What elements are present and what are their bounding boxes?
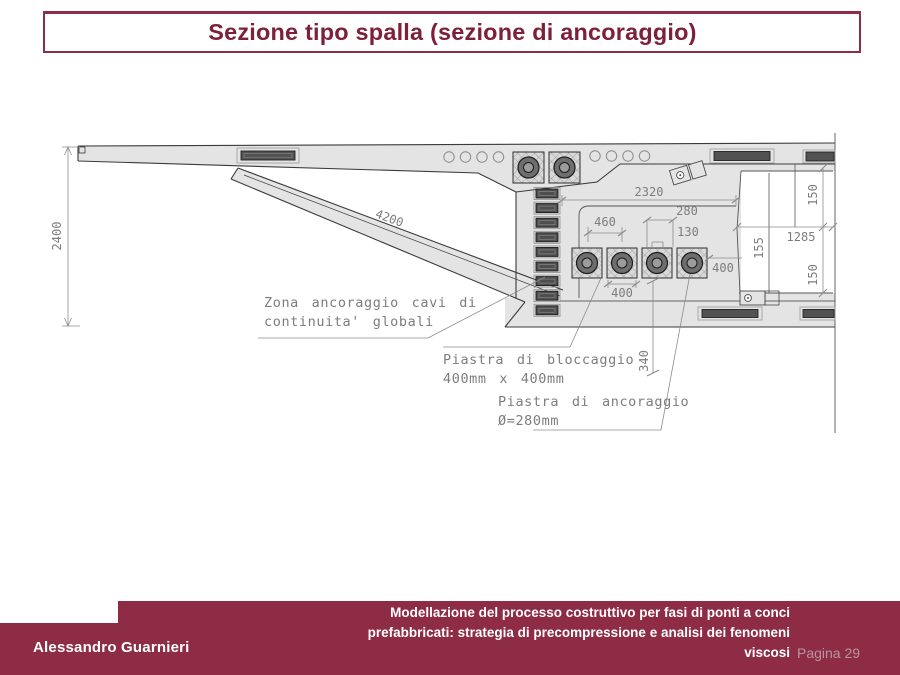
footer-subtitle-line1: Modellazione del processo costruttivo per fasi di ponti a conci — [390, 605, 790, 620]
dim-460: 460 — [594, 215, 616, 229]
label-piastra-bloccaggio-line1: Piastra di bloccaggio — [443, 352, 635, 368]
dim-130: 130 — [677, 225, 699, 239]
dim-1285: 1285 — [786, 230, 816, 244]
footer-subtitle-line3: viscosi — [744, 645, 790, 660]
slide-title: Sezione tipo spalla (sezione di ancoraggio) — [207, 19, 697, 45]
dim-280: 280 — [676, 204, 698, 218]
dim-150-top: 150 — [806, 184, 820, 206]
dim-2320: 2320 — [634, 185, 664, 199]
anchorage-blockout-stack — [534, 188, 560, 317]
dim-400-bottom: 400 — [611, 286, 633, 300]
dim-340: 340 — [637, 350, 651, 372]
label-piastra-bloccaggio-line2: 400mm x 400mm — [443, 371, 565, 387]
label-piastra-ancoraggio-line1: Piastra di ancoraggio — [498, 394, 690, 410]
dim-150-bottom: 150 — [806, 264, 820, 286]
footer-subtitle — [190, 603, 790, 663]
label-zona-ancoraggio-line2: continuita' globali — [264, 314, 434, 330]
page-number: Pagina 29 — [797, 645, 861, 661]
dim-400-right: 400 — [712, 261, 734, 275]
label-piastra-ancoraggio-line2: Ø=280mm — [498, 413, 560, 429]
dim-2400: 2400 — [50, 221, 64, 251]
dim-155: 155 — [752, 237, 766, 259]
dim-4200: 4200 — [373, 206, 406, 230]
footer-author: Alessandro Guarnieri — [33, 639, 190, 656]
footer-subtitle-line2: prefabbricati: strategia di precompressione e analisi dei fenomeni — [367, 625, 790, 640]
label-zona-ancoraggio-line1: Zona ancoraggio cavi di — [264, 295, 477, 311]
